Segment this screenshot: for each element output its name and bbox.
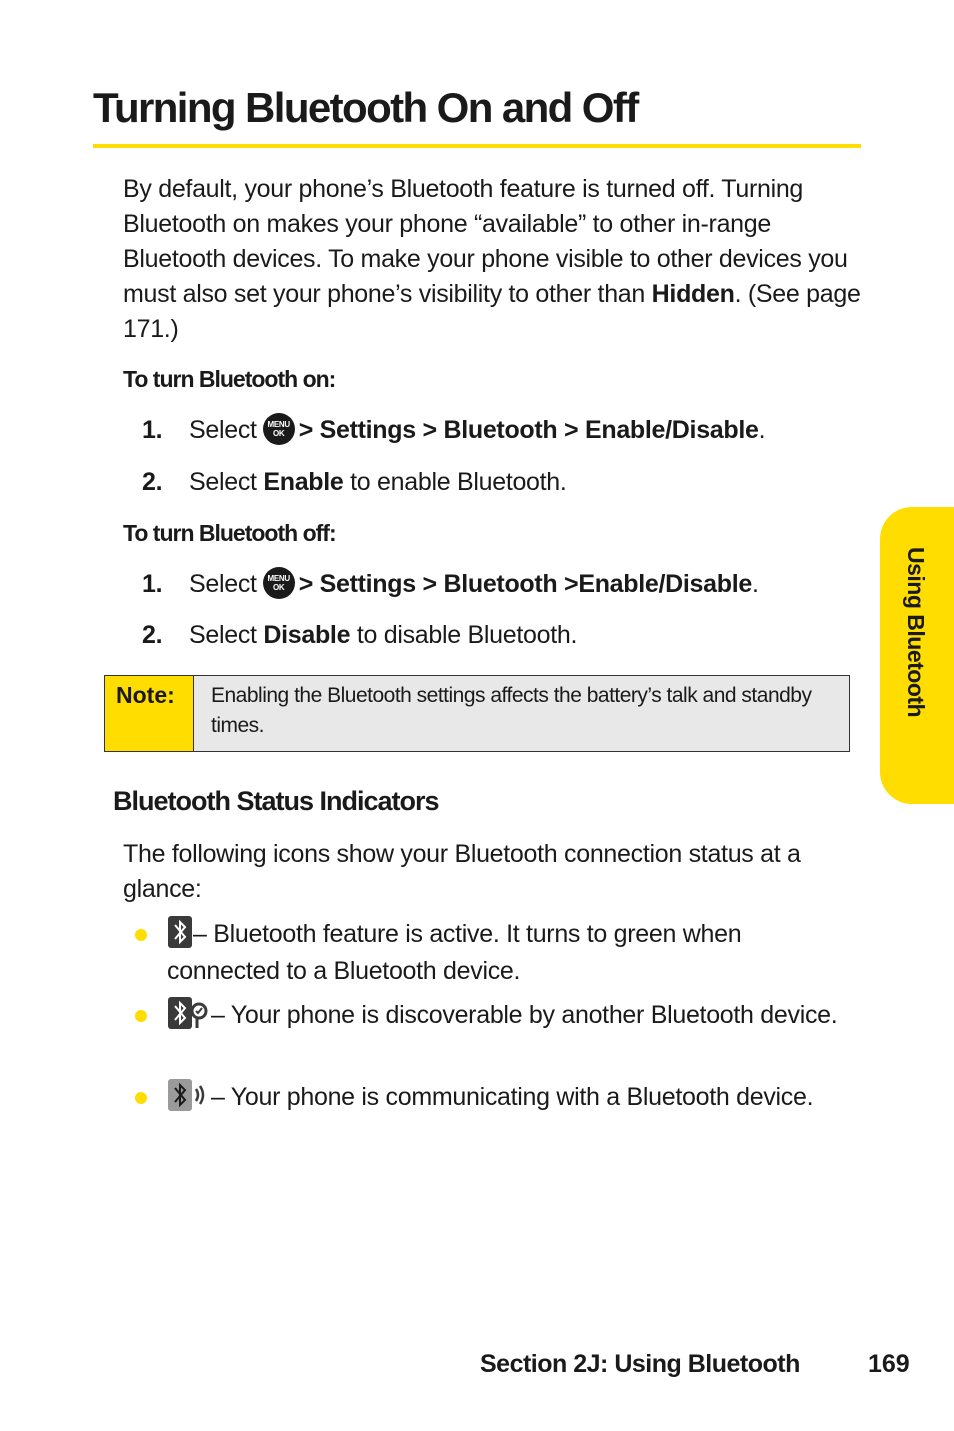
intro-text-end: . (See page 171.) <box>123 280 861 343</box>
bluetooth-discoverable-icon <box>167 996 211 1030</box>
step-text: Select <box>189 570 257 598</box>
side-tab-label: Using Bluetooth <box>903 547 929 718</box>
intro-text: By default, your phone’s Bluetooth feature is turned off. Turning Bluetooth on makes your phone “available” to other in-range Bluetooth devices. To make your phone visible to other devices you must also set your phone’s visibility to other than <box>123 175 848 308</box>
footer-section-title: Section 2J: Using Bluetooth <box>480 1350 800 1378</box>
status-bullet-communicating <box>135 1079 835 1157</box>
menu-ok-key-icon: MENU OK <box>263 413 295 445</box>
status-intro: The following icons show your Bluetooth connection status at a glance: <box>123 840 801 903</box>
menu-ok-key-icon: MENU OK <box>263 567 295 599</box>
step-text: Select <box>189 416 257 444</box>
step-number: 2. <box>142 468 163 496</box>
bullet-dot <box>135 929 147 941</box>
bluetooth-communicating-icon <box>167 1078 211 1112</box>
bullet-text: – Your phone is discoverable by another Bluetooth device. <box>211 1001 838 1029</box>
step-menu-path: > Settings > Bluetooth >Enable/Disable <box>298 570 752 598</box>
status-bullet-discoverable <box>135 997 838 1075</box>
note-text: Enabling the Bluetooth settings affects the battery’s talk and standby times. <box>211 684 812 737</box>
status-indicators-heading: Bluetooth Status Indicators <box>113 786 439 816</box>
step-bold: Enable <box>263 468 344 496</box>
intro-bold: Hidden <box>651 280 735 308</box>
step-bold: Disable <box>263 621 351 649</box>
section-side-tab <box>880 507 954 804</box>
note-label: Note: <box>105 676 194 751</box>
page-title: Turning Bluetooth On and Off <box>93 84 638 131</box>
turn-on-heading: To turn Bluetooth on: <box>123 366 336 392</box>
step-menu-path: > Settings > Bluetooth > Enable/Disable <box>298 416 759 444</box>
intro-paragraph <box>123 172 863 347</box>
turn-off-step-2: 2. Select Disable to disable Bluetooth. <box>142 621 578 649</box>
note-box <box>104 675 850 752</box>
step-number: 1. <box>142 570 163 598</box>
turn-off-step-1: 1. Select MENU OK > Settings > Bluetooth >Enable/Disable. <box>142 568 842 602</box>
title-rule <box>93 144 861 148</box>
footer-page-number: 169 <box>868 1350 910 1378</box>
bluetooth-active-icon <box>167 915 193 949</box>
turn-on-step-2: 2. Select Enable to enable Bluetooth. <box>142 468 567 496</box>
bullet-text: – Your phone is communicating with a Bluetooth device. <box>211 1083 814 1111</box>
bullet-text: – Bluetooth feature is active. It turns to green when connected to a Bluetooth device. <box>167 920 742 985</box>
bullet-dot <box>135 1092 147 1104</box>
step-number: 1. <box>142 416 163 444</box>
turn-on-step-1: 1. Select MENU OK > Settings > Bluetooth > Enable/Disable. <box>142 414 842 448</box>
turn-off-heading: To turn Bluetooth off: <box>123 520 336 546</box>
status-bullet-active <box>135 916 835 994</box>
step-number: 2. <box>142 621 163 649</box>
bullet-dot <box>135 1010 147 1022</box>
